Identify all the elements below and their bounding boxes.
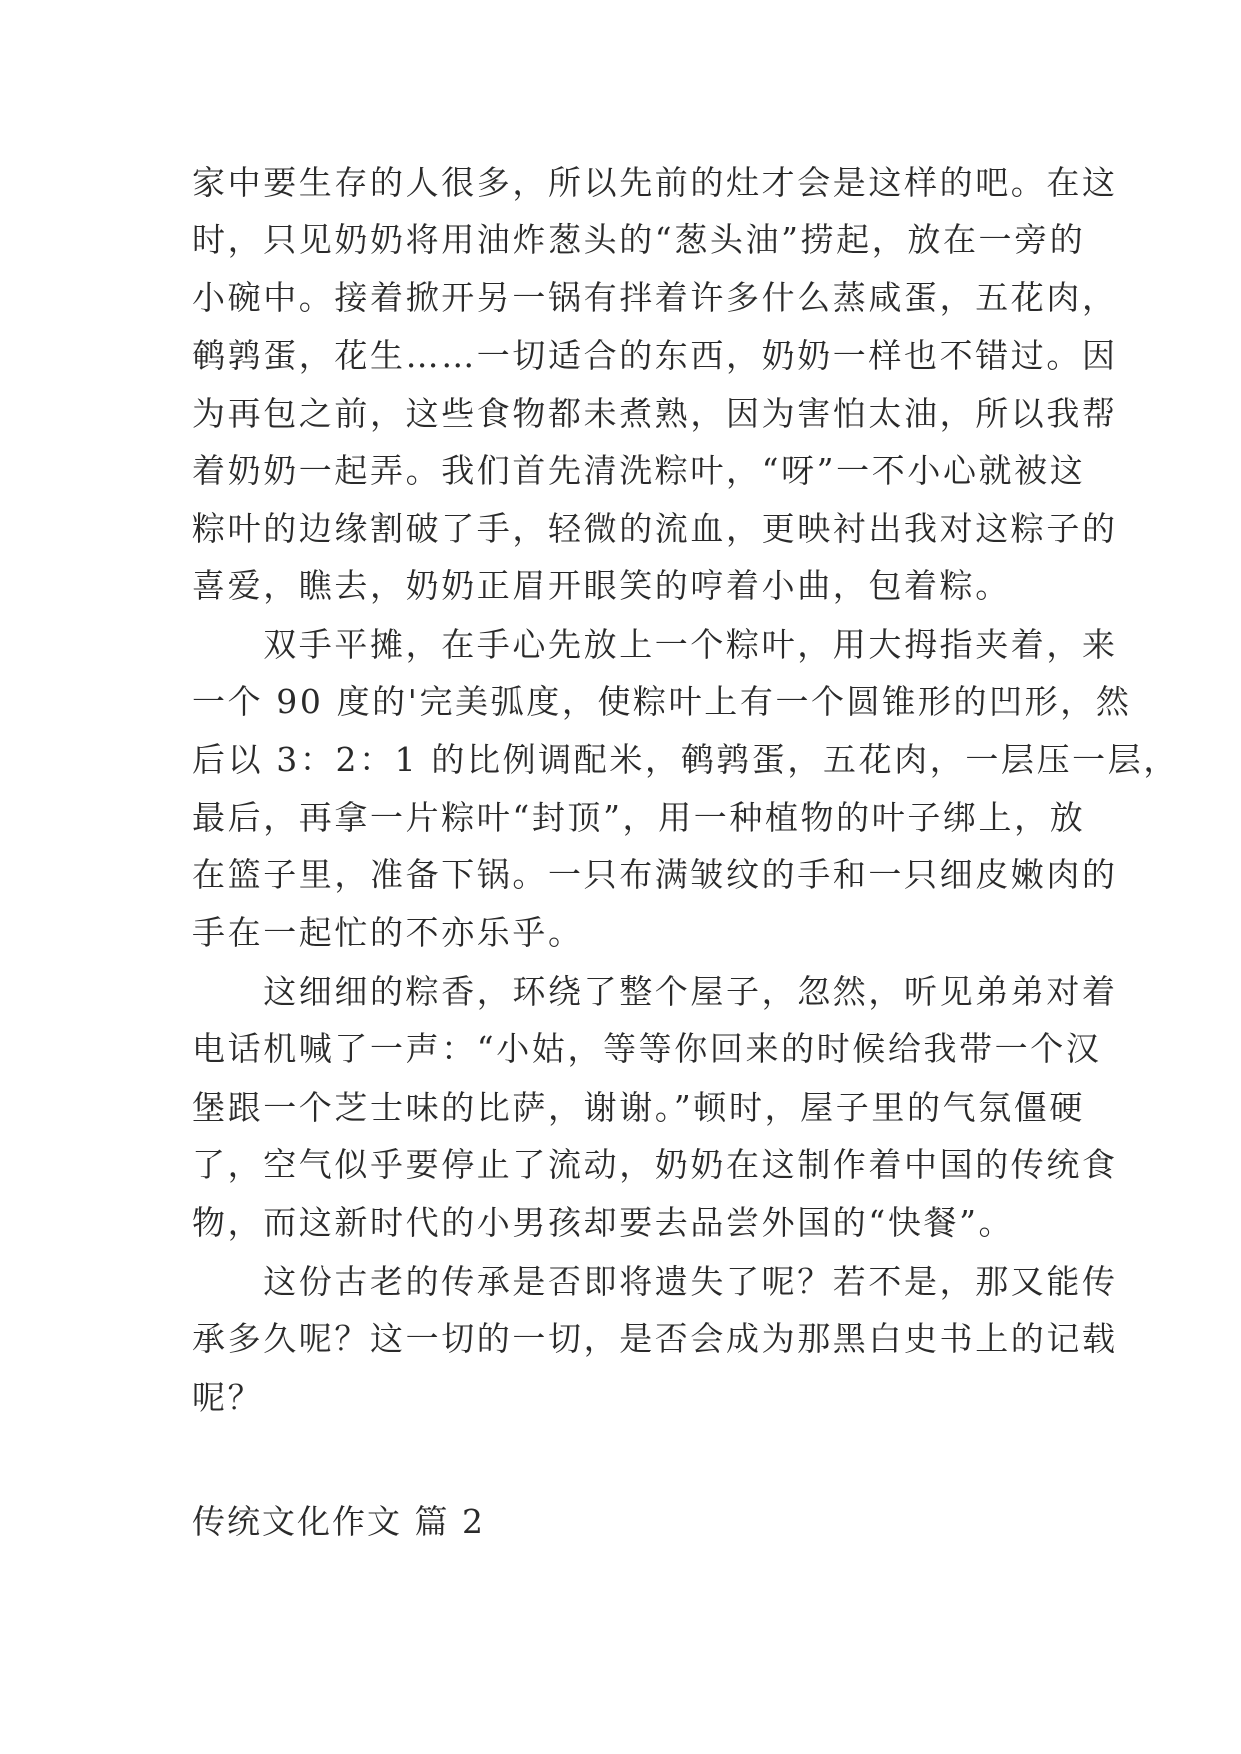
p2-line: 后以 3：2：1 的比例调配米，鹌鹑蛋，五花肉，一层压一层， [192, 740, 1179, 779]
p4-line: 这份古老的传承是否即将遗失了呢？若不是，那又能传 [192, 1262, 1118, 1301]
p1-line: 粽叶的边缘割破了手，轻微的流血，更映衬出我对这粽子的 [192, 509, 1118, 548]
p4-line: 呢？ [192, 1378, 264, 1417]
p3-line: 电话机喊了一声：“小姑，等等你回来的时候给我带一个汉 [192, 1029, 1102, 1068]
p1-line: 着奶奶一起弄。我们首先清洗粽叶，“呀”一不小心就被这 [192, 451, 1086, 490]
p1-line: 为再包之前，这些食物都未煮熟，因为害怕太油，所以我帮 [192, 394, 1118, 433]
p2-line: 手在一起忙的不亦乐乎。 [192, 913, 584, 952]
p2-line: 在篮子里，准备下锅。一只布满皱纹的手和一只细皮嫩肉的 [192, 855, 1118, 894]
p2-line: 双手平摊，在手心先放上一个粽叶，用大拇指夹着，来 [192, 625, 1118, 664]
p3-line: 堡跟一个芝士味的比萨，谢谢。”顿时，屋子里的气氛僵硬 [192, 1088, 1085, 1127]
p1-line: 喜爱，瞧去，奶奶正眉开眼笑的哼着小曲，包着粽。 [192, 566, 1011, 605]
p2-line: 最后，再拿一片粽叶“封顶”，用一种植物的叶子绑上，放 [192, 798, 1086, 837]
section-heading: 传统文化作文 篇 2 [192, 1502, 485, 1541]
p1-line: 时，只见奶奶将用油炸葱头的“葱头油”捞起，放在一旁的 [192, 220, 1086, 259]
p1-line: 小碗中。接着掀开另一锅有拌着许多什么蒸咸蛋，五花肉， [192, 278, 1118, 317]
p3-line: 了，空气似乎要停止了流动，奶奶在这制作着中国的传统食 [192, 1145, 1118, 1184]
p3-line: 物，而这新时代的小男孩却要去品尝外国的“快餐”。 [192, 1203, 1015, 1242]
p3-line: 这细细的粽香，环绕了整个屋子，忽然，听见弟弟对着 [192, 972, 1118, 1011]
p1-line: 鹌鹑蛋，花生……一切适合的东西，奶奶一样也不错过。因 [192, 336, 1118, 375]
p2-line: 一个 90 度的'完美弧度，使粽叶上有一个圆锥形的凹形，然 [192, 682, 1132, 721]
p1-line: 家中要生存的人很多，所以先前的灶才会是这样的吧。在这 [192, 163, 1118, 202]
p4-line: 承多久呢？这一切的一切，是否会成为那黑白史书上的记载 [192, 1319, 1118, 1358]
